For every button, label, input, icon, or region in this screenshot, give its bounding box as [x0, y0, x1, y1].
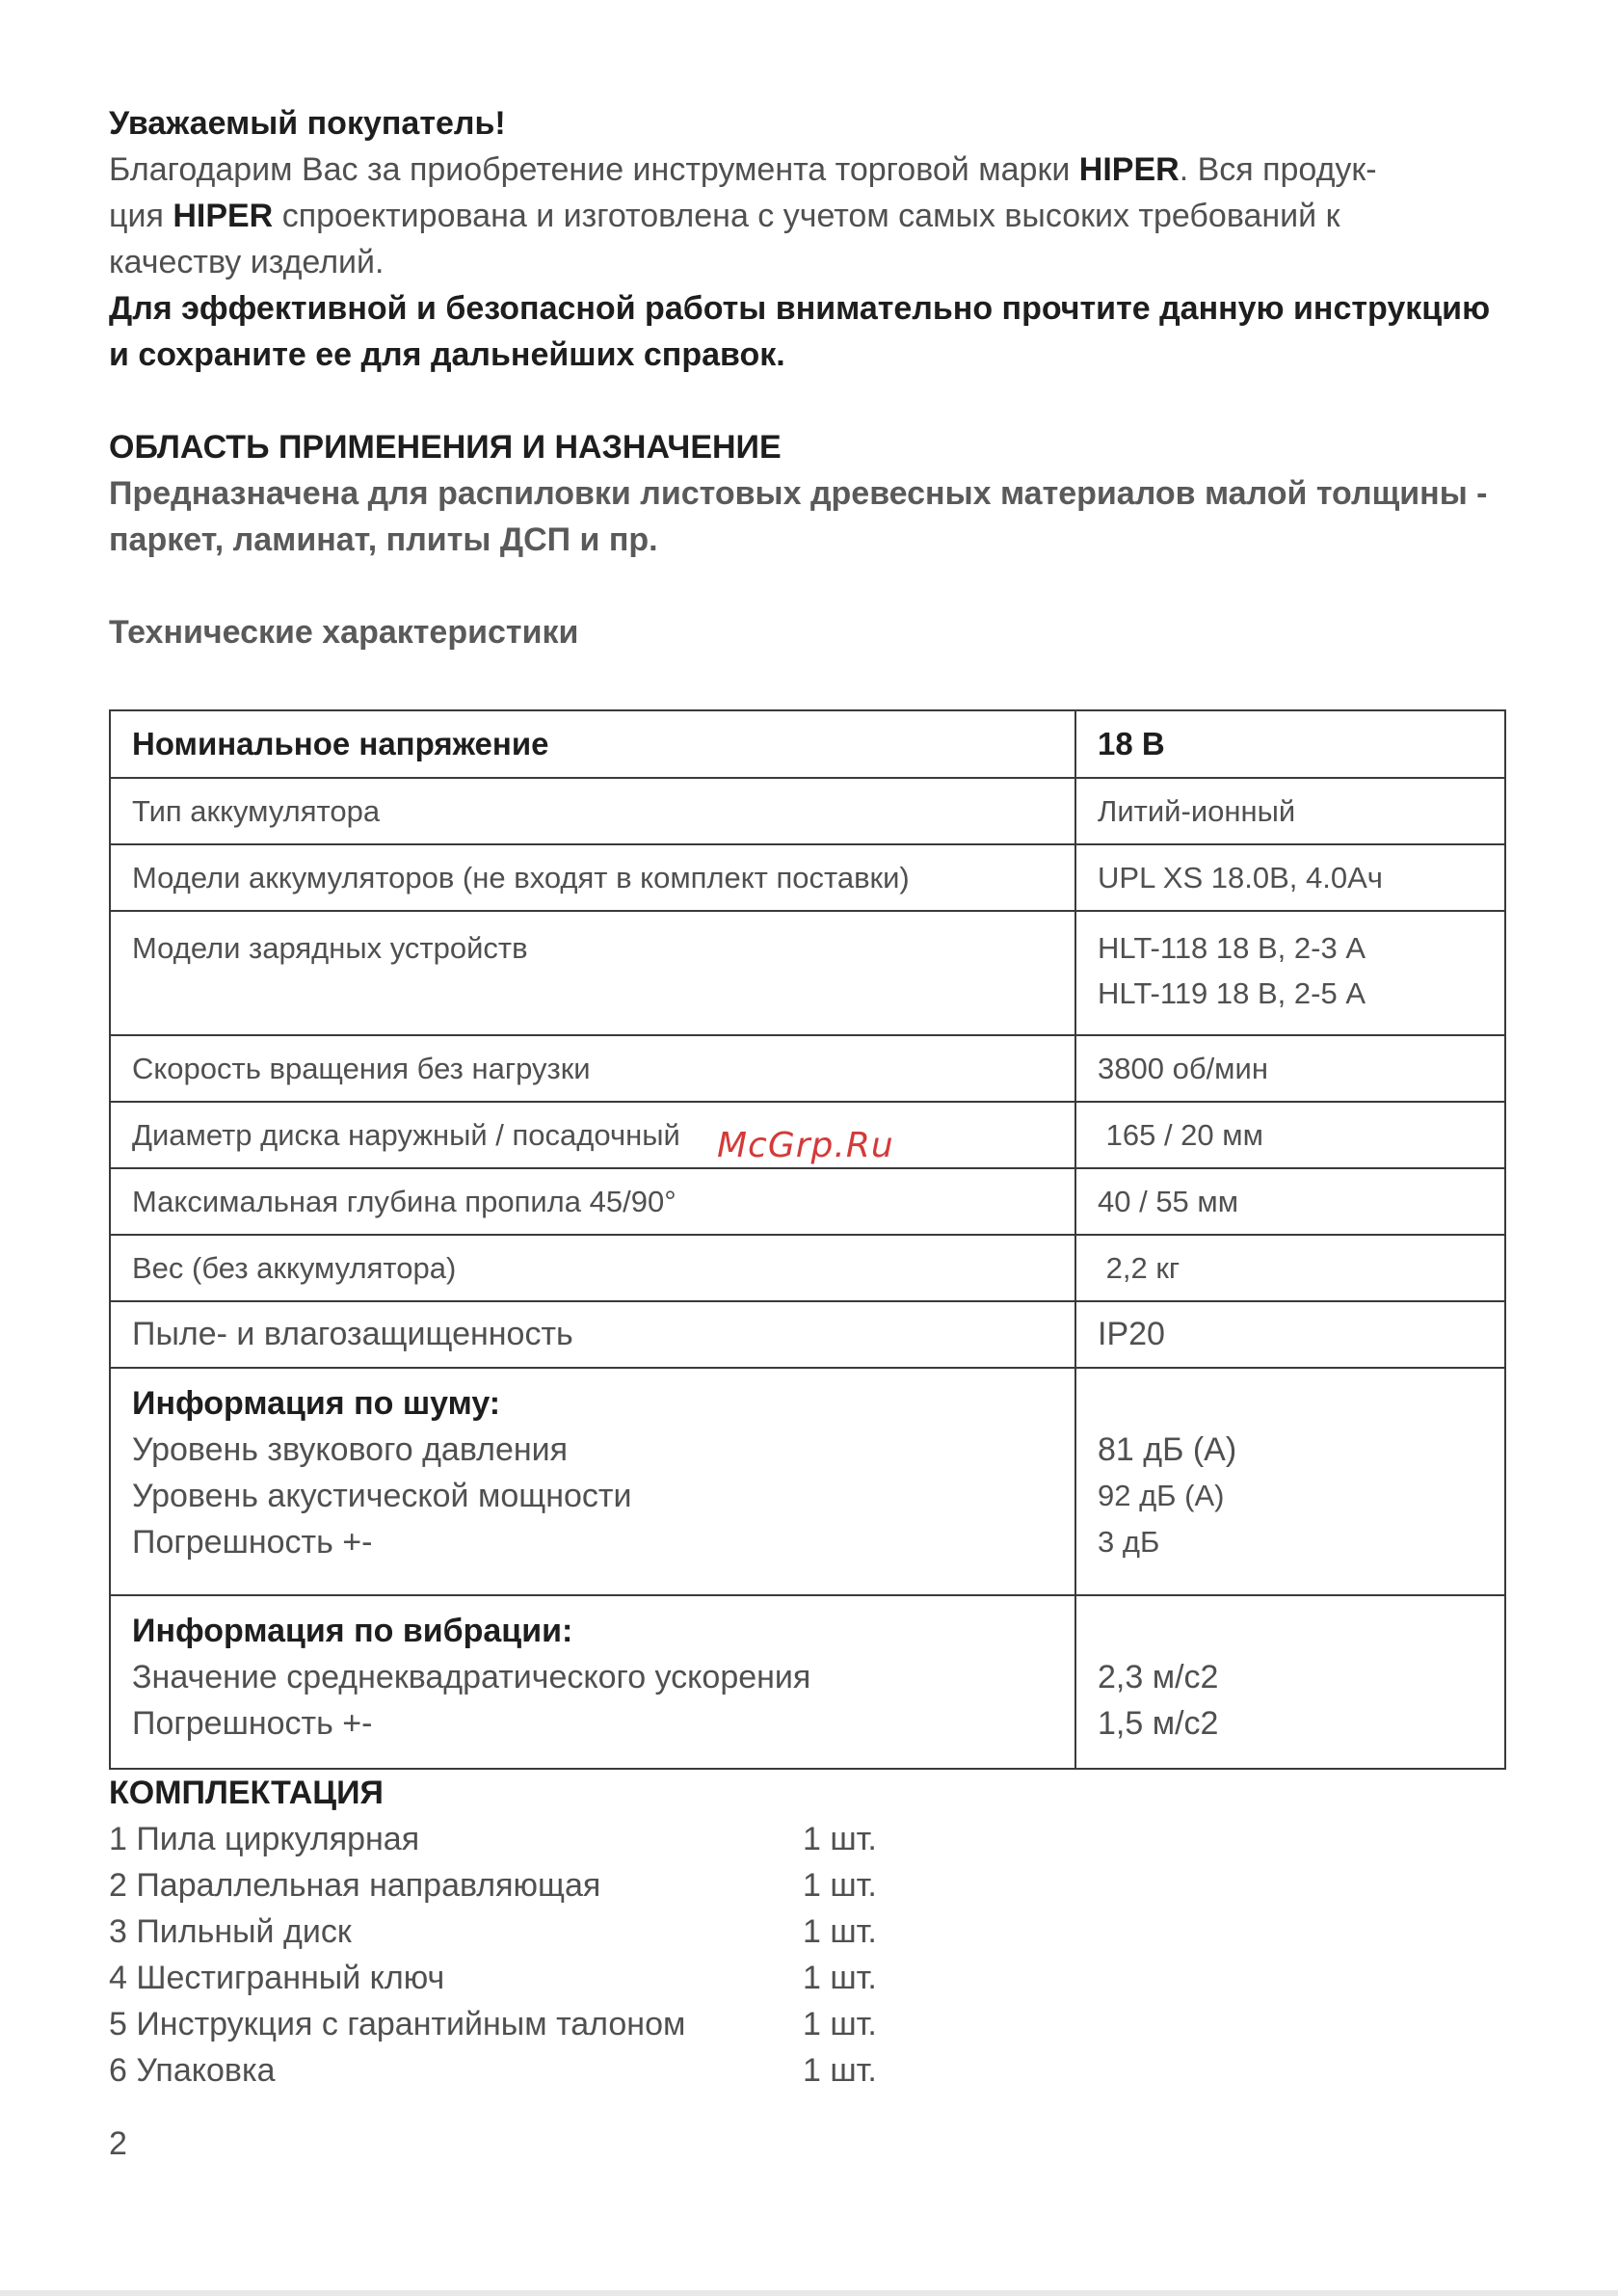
intro-line-3: качеству изделий.	[109, 244, 385, 280]
spec-label: Вес (без аккумулятора)	[110, 1235, 1075, 1301]
spec-label: Диаметр диска наружный / посадочный	[110, 1102, 1075, 1168]
table-row	[110, 844, 1505, 911]
specs-heading: Технические характеристики	[109, 614, 579, 651]
spec-value: 2,2 кг	[1075, 1235, 1505, 1301]
vibration-values	[1075, 1595, 1505, 1769]
table-row	[110, 710, 1505, 778]
kit-item-qty: 1 шт.	[803, 2052, 877, 2089]
purpose-text-2: паркет, ламинат, плиты ДСП и пр.	[109, 521, 658, 558]
noise-value: 81 дБ (А)	[1098, 1431, 1237, 1468]
kit-item-qty: 1 шт.	[803, 1867, 877, 1904]
kit-item-name: 1 Пила циркулярная	[109, 1821, 420, 1857]
vibration-title: Информация по вибрации:	[132, 1613, 573, 1649]
spec-label: Номинальное напряжение	[110, 710, 1075, 778]
watermark: McGrp.Ru	[717, 1126, 894, 1165]
spec-label: Модели зарядных устройств	[110, 911, 1075, 1035]
noise-labels	[110, 1368, 1075, 1595]
noise-item: Погрешность +-	[132, 1524, 373, 1561]
vibration-item: Погрешность +-	[132, 1705, 373, 1742]
noise-value: 3 дБ	[1098, 1525, 1160, 1559]
spec-label: Модели аккумуляторов (не входят в комплект поставки)	[110, 844, 1075, 911]
kit-item-qty: 1 шт.	[803, 1821, 877, 1857]
noise-values	[1075, 1368, 1505, 1595]
kit-heading: КОМПЛЕКТАЦИЯ	[109, 1775, 384, 1811]
purpose-text-1: Предназначена для распиловки листовых древесных материалов малой толщины -	[109, 475, 1488, 512]
spec-value: UPL XS 18.0B, 4.0Ач	[1075, 844, 1505, 911]
spec-value	[1075, 911, 1505, 1035]
kit-item-name: 3 Пильный диск	[109, 1913, 352, 1950]
page-number: 2	[109, 2125, 127, 2162]
spec-value: 18 В	[1075, 710, 1505, 778]
spec-value: 3800 об/мин	[1075, 1035, 1505, 1102]
spec-label: Скорость вращения без нагрузки	[110, 1035, 1075, 1102]
intro-text: спроектирована и изготовлена с учетом самых высоких требований к	[273, 198, 1340, 234]
spec-label: Пыле- и влагозащищенность	[110, 1301, 1075, 1368]
kit-section	[109, 1770, 976, 2094]
purpose-heading: ОБЛАСТЬ ПРИМЕНЕНИЯ И НАЗНАЧЕНИЕ	[109, 429, 782, 466]
vibration-value: 2,3 м/с2	[1098, 1659, 1219, 1695]
vibration-value: 1,5 м/с2	[1098, 1705, 1219, 1742]
kit-item-name: 2 Параллельная направляющая	[109, 1867, 601, 1904]
table-row	[110, 1168, 1505, 1235]
kit-item-name: 6 Упаковка	[109, 2052, 276, 2089]
spec-label: Максимальная глубина пропила 45/90°	[110, 1168, 1075, 1235]
intro-line-1	[109, 147, 1506, 193]
list-item	[109, 1816, 976, 1862]
spec-value: Литий-ионный	[1075, 778, 1505, 844]
spec-label: Тип аккумулятора	[110, 778, 1075, 844]
kit-item-qty: 1 шт.	[803, 2006, 877, 2042]
table-row	[110, 1301, 1505, 1368]
table-row-noise	[110, 1368, 1505, 1595]
list-item	[109, 1955, 976, 2001]
list-item	[109, 2001, 976, 2047]
noise-value: 92 дБ (А)	[1098, 1479, 1225, 1512]
intro-section	[109, 100, 1506, 655]
brand-name: HIPER	[1078, 151, 1180, 188]
noise-item: Уровень звукового давления	[132, 1431, 569, 1468]
intro-text: . Вся продук-	[1179, 151, 1377, 188]
greeting: Уважаемый покупатель!	[109, 105, 506, 142]
vibration-item: Значение среднеквадратического ускорения	[132, 1659, 811, 1695]
charger-model: HLT-119 18 В, 2-5 А	[1098, 976, 1366, 1010]
noise-item: Уровень акустической мощности	[132, 1478, 632, 1514]
charger-model: HLT-118 18 В, 2-3 А	[1098, 931, 1366, 965]
specs-table	[109, 709, 1506, 1770]
kit-item-qty: 1 шт.	[803, 1913, 877, 1950]
intro-text: Благодарим Вас за приобретение инструмента торговой марки	[109, 151, 1079, 188]
table-row	[110, 911, 1505, 1035]
list-item	[109, 2047, 976, 2094]
bottom-divider	[0, 2290, 1618, 2296]
table-row-vibration	[110, 1595, 1505, 1769]
table-row	[110, 1235, 1505, 1301]
spec-value: 40 / 55 мм	[1075, 1168, 1505, 1235]
kit-item-name: 4 Шестигранный ключ	[109, 1960, 445, 1996]
list-item	[109, 1862, 976, 1909]
spec-value: 165 / 20 мм	[1075, 1102, 1505, 1168]
brand-name: HIPER	[172, 198, 274, 234]
noise-title: Информация по шуму:	[132, 1385, 501, 1422]
vibration-labels	[110, 1595, 1075, 1769]
table-row	[110, 1035, 1505, 1102]
notice-line-1: Для эффективной и безопасной работы внимательно прочтите данную инструкцию	[109, 290, 1491, 327]
intro-line-2	[109, 193, 1506, 239]
table-row	[110, 778, 1505, 844]
kit-item-name: 5 Инструкция с гарантийным талоном	[109, 2006, 686, 2042]
kit-item-qty: 1 шт.	[803, 1960, 877, 1996]
intro-text: ция	[109, 198, 173, 234]
notice-line-2: и сохраните ее для дальнейших справок.	[109, 336, 785, 373]
spec-value: IP20	[1075, 1301, 1505, 1368]
list-item	[109, 1909, 976, 1955]
